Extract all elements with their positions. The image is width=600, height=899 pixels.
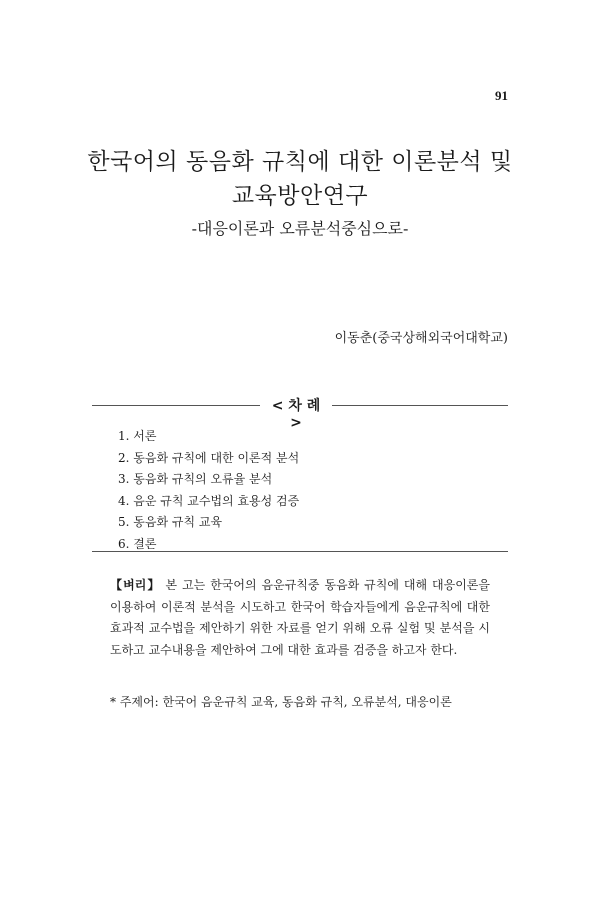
toc-item: 5. 동음화 규칙 교육: [118, 515, 223, 530]
abstract-text: 본 고는 한국어의 음운규칙중 동음화 규칙에 대해 대응이론을 이용하여 이론적 분석을 시도하고 한국어 학습자들에게 음운규칙에 대한 효과적 교수법을 제안하기 위한 자료를 얻기 위해 오류 실험 및 분석을 시도하고 교수내용을 제안하여 그에 대한 효과를 검증을 하고자 한다.: [110, 578, 490, 657]
toc-rule-left: [92, 405, 260, 406]
subtitle: -대응이론과 오류분석중심으로-: [191, 219, 409, 238]
toc-bottom-rule: [92, 551, 508, 552]
toc-item: 4. 음운 규칙 교수법의 효용성 검증: [118, 493, 300, 508]
toc-item: 2. 동음화 규칙에 대한 이론적 분석: [118, 450, 300, 465]
title-line-2: 교육방안연구: [231, 183, 369, 209]
title-line-1: 한국어의 동음화 규칙에 대한 이론분석 및: [87, 149, 513, 175]
toc-item: 3. 동음화 규칙의 오류율 분석: [118, 472, 273, 487]
toc-rule-right: [332, 405, 508, 406]
abstract: [110, 575, 490, 661]
toc-list: [118, 426, 299, 556]
title-block: [0, 145, 600, 240]
abstract-label: 【벼리】: [110, 578, 161, 592]
toc-item: 1. 서론: [118, 429, 157, 443]
toc-header: [92, 394, 508, 431]
toc-heading: < 차 례 >: [271, 398, 321, 431]
author-affiliation: 이동춘(중국상해외국어대학교): [334, 331, 508, 346]
page-number: 91: [495, 88, 508, 103]
keywords: * 주제어: 한국어 음운규칙 교육, 동음화 규칙, 오류분석, 대응이론: [110, 695, 452, 709]
toc-item: 6. 결론: [118, 536, 157, 551]
